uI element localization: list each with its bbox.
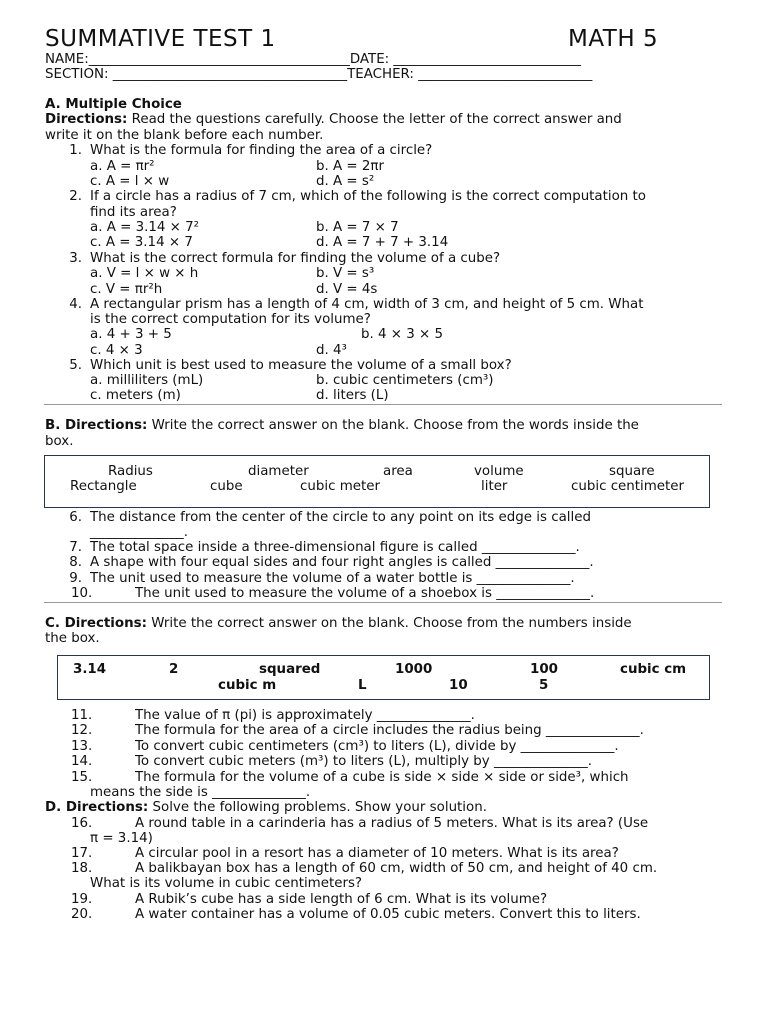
question-number: 2. — [69, 189, 82, 204]
choice: d. A = 7 + 7 + 3.14 — [316, 235, 449, 250]
question-text: What is the formula for finding the area of a circle? — [90, 143, 433, 158]
question-text: The unit used to measure the volume of a water bottle is ______________. — [90, 571, 575, 586]
question-text: is the correct computation for its volume? — [90, 312, 371, 327]
choice: a. V = l × w × h — [90, 266, 199, 281]
word-bank-item: cubic meter — [300, 479, 380, 494]
number-bank-item: squared — [259, 662, 321, 677]
question-number: 5. — [69, 358, 82, 373]
number-bank-item: cubic m — [218, 678, 277, 693]
choice: a. A = 3.14 × 7² — [90, 220, 200, 235]
word-bank-item: Rectangle — [70, 479, 137, 494]
question-number: 6. — [69, 510, 82, 525]
question-text: To convert cubic centimeters (cm³) to liters (L), divide by ______________. — [135, 739, 619, 754]
section-teacher-line: SECTION: ___________________________________TEACHER: __________________________ — [45, 67, 593, 82]
question-text: ______________. — [90, 525, 188, 540]
question-number: 17. — [71, 846, 93, 861]
question-number: 16. — [71, 816, 93, 831]
choice: c. A = l × w — [90, 174, 170, 189]
word-bank-item: liter — [481, 479, 508, 494]
word-bank-item: area — [383, 464, 413, 479]
question-number: 9. — [69, 571, 82, 586]
choice: d. 4³ — [316, 343, 347, 358]
question-number: 8. — [69, 555, 82, 570]
word-bank-item: volume — [474, 464, 524, 479]
number-bank-item: 1000 — [395, 662, 433, 677]
number-bank-item: 5 — [539, 678, 549, 693]
question-text: What is the correct formula for finding the volume of a cube? — [90, 251, 501, 266]
question-text: The formula for the area of a circle includes the radius being ______________. — [135, 723, 644, 738]
section-a-directions-cont: write it on the blank before each number. — [45, 128, 324, 143]
section-a-directions — [45, 112, 622, 127]
question-number: 15. — [71, 770, 93, 785]
question-text: To convert cubic meters (m³) to liters (L), multiply by ______________. — [135, 754, 592, 769]
word-bank-item: cube — [210, 479, 243, 494]
question-text: A rectangular prism has a length of 4 cm, width of 3 cm, and height of 5 cm. What — [90, 297, 644, 312]
question-text: The distance from the center of the circle to any point on its edge is called — [90, 510, 591, 525]
question-text: The formula for the volume of a cube is side × side × side or side³, which — [135, 770, 629, 785]
question-text: means the side is ______________. — [90, 785, 311, 800]
section-b-directions-cont: box. — [45, 434, 74, 449]
section-c-text: Write the correct answer on the blank. Choose from the numbers inside — [146, 616, 632, 631]
section-d-label: D. Directions: — [45, 800, 149, 815]
question-number: 12. — [71, 723, 93, 738]
question-number: 7. — [69, 540, 82, 555]
question-text: The unit used to measure the volume of a shoebox is ______________. — [135, 586, 595, 601]
section-c-label: C. Directions: — [45, 616, 147, 631]
number-bank-item: 100 — [530, 662, 558, 677]
section-d-directions — [45, 800, 487, 815]
word-bank-item: square — [609, 464, 655, 479]
question-text: A Rubik’s cube has a side length of 6 cm. What is its volume? — [135, 892, 548, 907]
section-b-label: B. Directions: — [45, 418, 148, 433]
choice: b. V = s³ — [316, 266, 375, 281]
choice: c. A = 3.14 × 7 — [90, 235, 193, 250]
section-divider — [44, 404, 722, 405]
choice: b. A = 2πr — [316, 159, 384, 174]
question-text: If a circle has a radius of 7 cm, which of the following is the correct computation to — [90, 189, 646, 204]
choice: b. 4 × 3 × 5 — [361, 327, 444, 342]
directions-label: Directions: — [45, 112, 128, 127]
number-bank-item: 2 — [169, 662, 179, 677]
question-number: 10. — [71, 586, 93, 601]
choice: d. liters (L) — [316, 388, 389, 403]
question-text: What is its volume in cubic centimeters? — [90, 876, 363, 891]
question-number: 20. — [71, 907, 93, 922]
word-bank-item: diameter — [248, 464, 309, 479]
directions-text: Read the questions carefully. Choose the letter of the correct answer and — [127, 112, 622, 127]
question-text: A round table in a carinderia has a radius of 5 meters. What is its area? (Use — [135, 816, 649, 831]
question-number: 19. — [71, 892, 93, 907]
choice: c. V = πr²h — [90, 282, 163, 297]
section-b-directions — [45, 418, 639, 433]
word-bank-item: cubic centimeter — [571, 479, 685, 494]
choice: c. meters (m) — [90, 388, 181, 403]
question-number: 13. — [71, 739, 93, 754]
question-number: 14. — [71, 754, 93, 769]
choice: a. milliliters (mL) — [90, 373, 204, 388]
question-number: 3. — [69, 251, 82, 266]
question-number: 18. — [71, 861, 93, 876]
question-text: find its area? — [90, 205, 177, 220]
choice: d. A = s² — [316, 174, 375, 189]
word-bank-item: Radius — [108, 464, 153, 479]
question-text: A water container has a volume of 0.05 cubic meters. Convert this to liters. — [135, 907, 641, 922]
question-number: 11. — [71, 708, 93, 723]
question-text: The total space inside a three-dimensional figure is called ______________. — [90, 540, 580, 555]
section-c-directions — [45, 616, 632, 631]
number-bank-item: cubic cm — [620, 662, 687, 677]
question-text: π = 3.14) — [90, 831, 153, 846]
question-text: Which unit is best used to measure the volume of a small box? — [90, 358, 512, 373]
choice: b. A = 7 × 7 — [316, 220, 399, 235]
choice: c. 4 × 3 — [90, 343, 143, 358]
choice: a. A = πr² — [90, 159, 155, 174]
number-bank-item: 10 — [449, 678, 468, 693]
name-date-line: NAME:_______________________________________DATE: ____________________________ — [45, 52, 581, 67]
section-divider — [44, 602, 722, 603]
number-bank-item: 3.14 — [73, 662, 107, 677]
number-bank-item: L — [358, 678, 367, 693]
question-text: A shape with four equal sides and four right angles is called ______________. — [90, 555, 594, 570]
test-title: SUMMATIVE TEST 1 — [45, 26, 276, 52]
choice: b. cubic centimeters (cm³) — [316, 373, 494, 388]
choice: a. 4 + 3 + 5 — [90, 327, 172, 342]
section-d-text: Solve the following problems. Show your solution. — [148, 800, 487, 815]
number-bank-box — [57, 655, 710, 700]
question-text: A circular pool in a resort has a diameter of 10 meters. What is its area? — [135, 846, 619, 861]
question-number: 4. — [69, 297, 82, 312]
question-number: 1. — [69, 143, 82, 158]
question-text: The value of π (pi) is approximately ______________. — [135, 708, 475, 723]
question-text: A balikbayan box has a length of 60 cm, width of 50 cm, and height of 40 cm. — [135, 861, 658, 876]
section-a-heading: A. Multiple Choice — [45, 97, 182, 112]
subject-title: MATH 5 — [568, 26, 659, 52]
choice: d. V = 4s — [316, 282, 378, 297]
section-b-text: Write the correct answer on the blank. Choose from the words inside the — [147, 418, 639, 433]
section-c-directions-cont: the box. — [45, 631, 100, 646]
